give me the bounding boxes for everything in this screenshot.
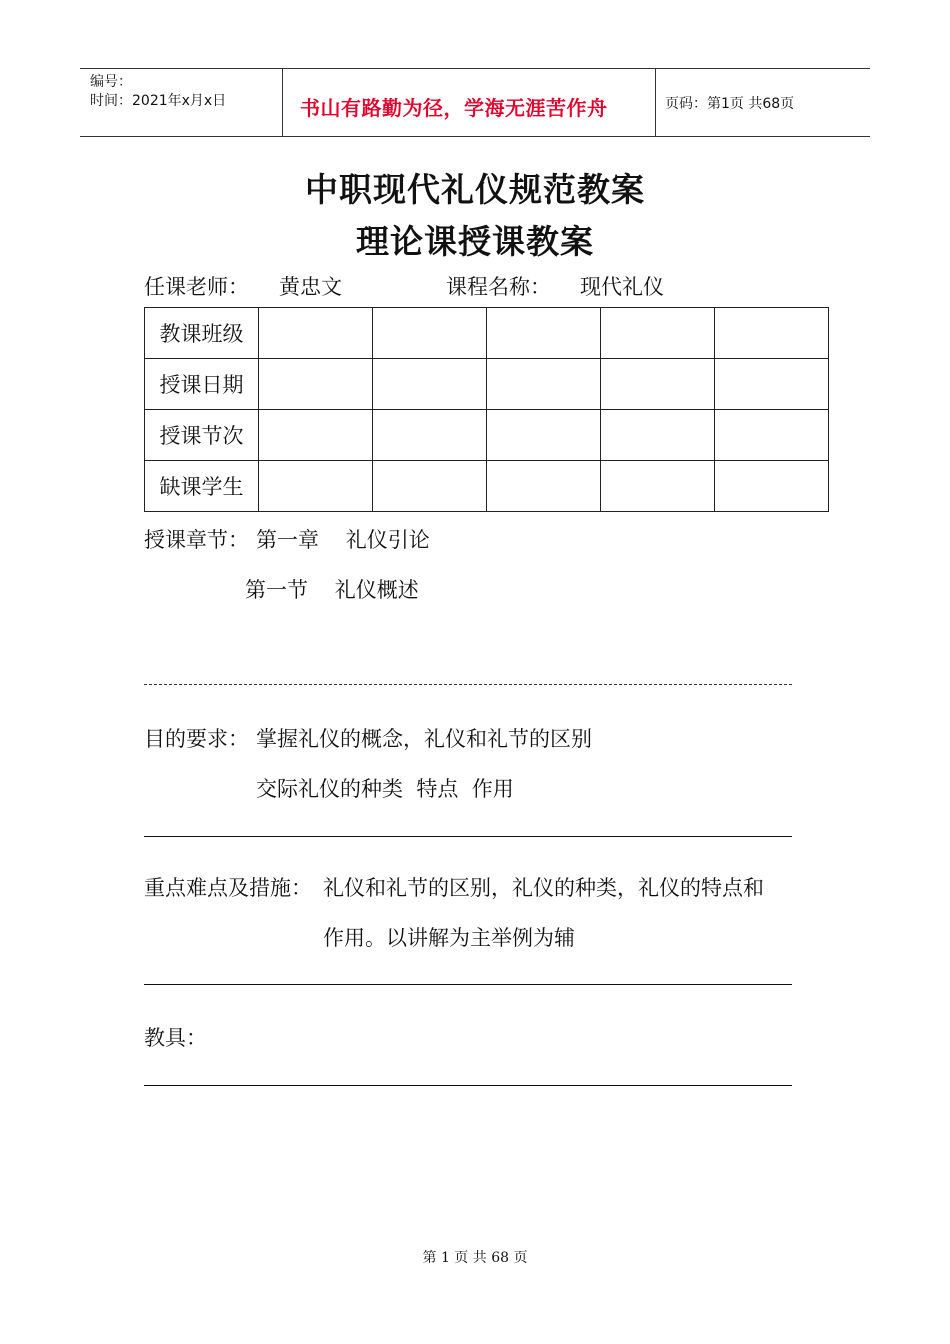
row-label-class: 教课班级 bbox=[145, 308, 259, 359]
header-bottom-rule bbox=[80, 136, 870, 137]
table-cell[interactable] bbox=[373, 359, 487, 410]
document-title: 中职现代礼仪规范教案 bbox=[305, 170, 645, 209]
table-row bbox=[145, 410, 829, 461]
table-cell[interactable] bbox=[487, 461, 601, 512]
divider-dashed bbox=[144, 684, 792, 685]
table-cell[interactable] bbox=[373, 410, 487, 461]
table-cell[interactable] bbox=[259, 359, 373, 410]
table-cell[interactable] bbox=[715, 308, 829, 359]
page-footer: 第 1 页 共 68 页 bbox=[422, 1250, 528, 1266]
objectives-line1: 掌握礼仪的概念，礼仪和礼节的区别 bbox=[256, 727, 592, 751]
header-motto: 书山有路勤为径，学海无涯苦作舟 bbox=[300, 96, 608, 120]
table-cell[interactable] bbox=[259, 461, 373, 512]
objectives-label: 目的要求： bbox=[144, 727, 249, 751]
header-date-label: 时间：2021年x月x日 bbox=[90, 93, 227, 109]
table-cell[interactable] bbox=[601, 359, 715, 410]
divider-tools bbox=[144, 1085, 792, 1086]
header-page-info: 页码：第1页 共68页 bbox=[665, 96, 795, 112]
table-cell[interactable] bbox=[259, 410, 373, 461]
table-row bbox=[145, 359, 829, 410]
row-label-absent: 缺课学生 bbox=[145, 461, 259, 512]
course-label: 课程名称： bbox=[446, 275, 551, 299]
table-cell[interactable] bbox=[373, 308, 487, 359]
table-row bbox=[145, 461, 829, 512]
teacher-label: 任课老师： bbox=[144, 275, 249, 299]
table-cell[interactable] bbox=[373, 461, 487, 512]
table-cell[interactable] bbox=[715, 410, 829, 461]
tools-label: 教具： bbox=[144, 1026, 207, 1050]
header-divider-right bbox=[655, 68, 656, 136]
divider-objectives bbox=[144, 836, 792, 837]
header-number-label: 编号： bbox=[90, 74, 132, 90]
teacher-value: 黄忠文 bbox=[279, 275, 342, 299]
row-label-period: 授课节次 bbox=[145, 410, 259, 461]
table-cell[interactable] bbox=[487, 359, 601, 410]
table-cell[interactable] bbox=[715, 359, 829, 410]
divider-key-points bbox=[144, 984, 792, 985]
chapter-text: 第一章 礼仪引论 bbox=[256, 528, 430, 552]
objectives-line2: 交际礼仪的种类 特点 作用 bbox=[256, 777, 514, 801]
table-row bbox=[145, 308, 829, 359]
table-cell[interactable] bbox=[601, 410, 715, 461]
header-divider-left bbox=[282, 68, 283, 136]
header-top-rule bbox=[80, 68, 870, 69]
table-cell[interactable] bbox=[487, 410, 601, 461]
key-points-line2: 作用。以讲解为主举例为辅 bbox=[323, 926, 575, 950]
schedule-table bbox=[144, 307, 829, 512]
table-cell[interactable] bbox=[487, 308, 601, 359]
key-points-label: 重点难点及措施： bbox=[144, 876, 312, 900]
table-cell[interactable] bbox=[259, 308, 373, 359]
row-label-date: 授课日期 bbox=[145, 359, 259, 410]
table-cell[interactable] bbox=[601, 461, 715, 512]
table-cell[interactable] bbox=[715, 461, 829, 512]
table-cell[interactable] bbox=[601, 308, 715, 359]
document-subtitle: 理论课授课教案 bbox=[356, 222, 594, 261]
chapter-label: 授课章节： bbox=[144, 528, 249, 552]
course-value: 现代礼仪 bbox=[580, 275, 664, 299]
section-text: 第一节 礼仪概述 bbox=[245, 578, 419, 602]
key-points-line1: 礼仪和礼节的区别，礼仪的种类，礼仪的特点和 bbox=[323, 876, 764, 900]
